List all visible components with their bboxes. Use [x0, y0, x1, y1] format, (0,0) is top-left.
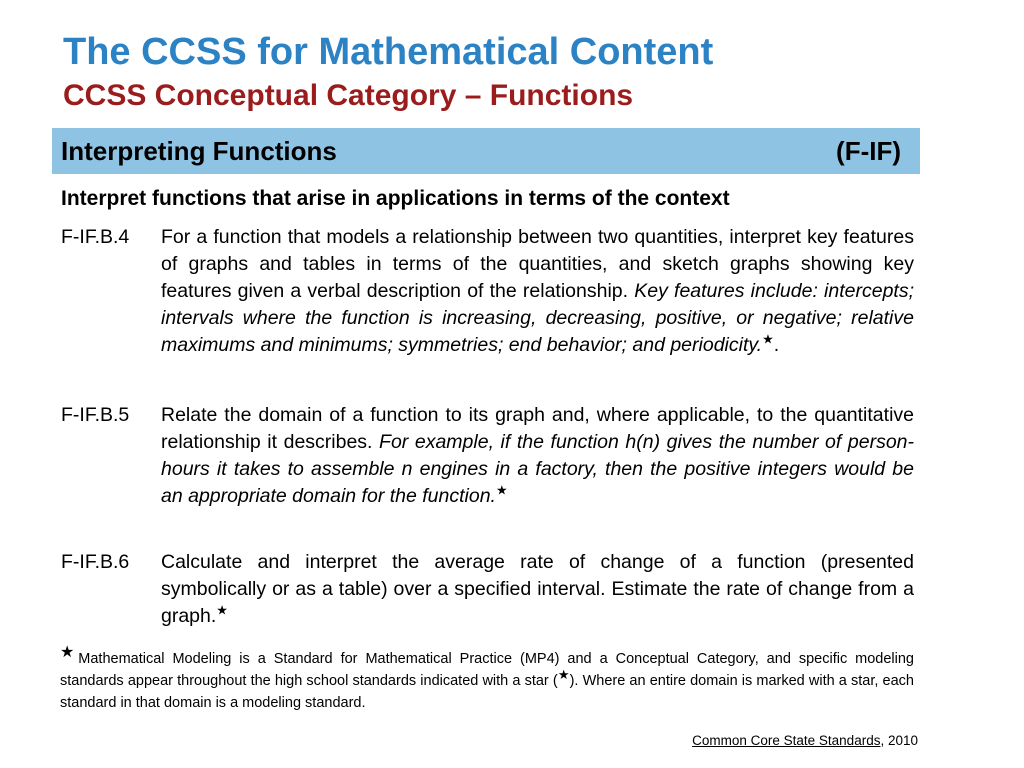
standard-f-if-b-5 — [61, 402, 914, 510]
standard-example: Key features include: intercepts; intervals where the function is increasing, decreasing, positive, or negative; relative maximums and minimums; symmetries; end behavior; and periodicity. — [161, 280, 914, 356]
standard-example: For example, if the function h(n) gives the number of person-hours it takes to assemble n engines in a factory, then the positive integers would be an appropriate domain for the function. — [161, 431, 914, 507]
standard-f-if-b-4 — [61, 224, 914, 359]
cluster-heading: Interpret functions that arise in applications in terms of the context — [61, 187, 730, 210]
domain-banner — [52, 128, 920, 174]
standard-code: F-IF.B.6 — [61, 551, 130, 573]
source-citation: Common Core State Standards, 2010 — [692, 733, 918, 748]
inline-star-icon: ★ — [557, 667, 570, 683]
modeling-star-icon: ★ — [216, 602, 228, 618]
ccss-source-link[interactable]: Common Core State Standards — [692, 733, 881, 748]
standard-text: For a function that models a relationship between two quantities, interpret key features of graphs and tables in terms of the quantities, and sketch graphs showing key features given a verbal description of the relationship. Key features include: intercepts; intervals where the function is increasing, decreasing, positive, or negative; relative maximums and minimums; symmetries; end behavior; and periodicity.★. — [161, 226, 914, 356]
domain-name: Interpreting Functions — [61, 135, 337, 166]
slide-title: The CCSS for Mathematical Content — [63, 31, 714, 73]
domain-code: (F-IF) — [836, 135, 901, 166]
slide-subtitle: CCSS Conceptual Category – Functions — [63, 79, 634, 112]
standard-text: Relate the domain of a function to its graph and, where applicable, to the quantitative relationship it describes. For example, if the function h(n) gives the number of person-hours it takes to assemble n engines in a factory, then the positive integers would be an appropriate domain for the function.★ — [161, 404, 914, 507]
modeling-star-icon: ★ — [762, 331, 774, 347]
standard-f-if-b-6 — [61, 549, 914, 630]
modeling-star-icon: ★ — [495, 482, 508, 498]
modeling-footnote: ★Mathematical Modeling is a Standard for Mathematical Practice (MP4) and a Conceptual Category, and specific modeling standards appear throughout the high school standards indicated with a star (★). Where an entire domain is marked with a star, each standard in that domain is a modeling standard. — [60, 644, 914, 711]
standard-text: Calculate and interpret the average rate of change of a function (presented symbolically or as a table) over a specified interval. Estimate the rate of change from a graph.★ — [161, 551, 914, 627]
footnote-star-icon: ★ — [60, 644, 79, 662]
standard-code: F-IF.B.4 — [61, 226, 130, 248]
standard-code: F-IF.B.5 — [61, 404, 130, 426]
